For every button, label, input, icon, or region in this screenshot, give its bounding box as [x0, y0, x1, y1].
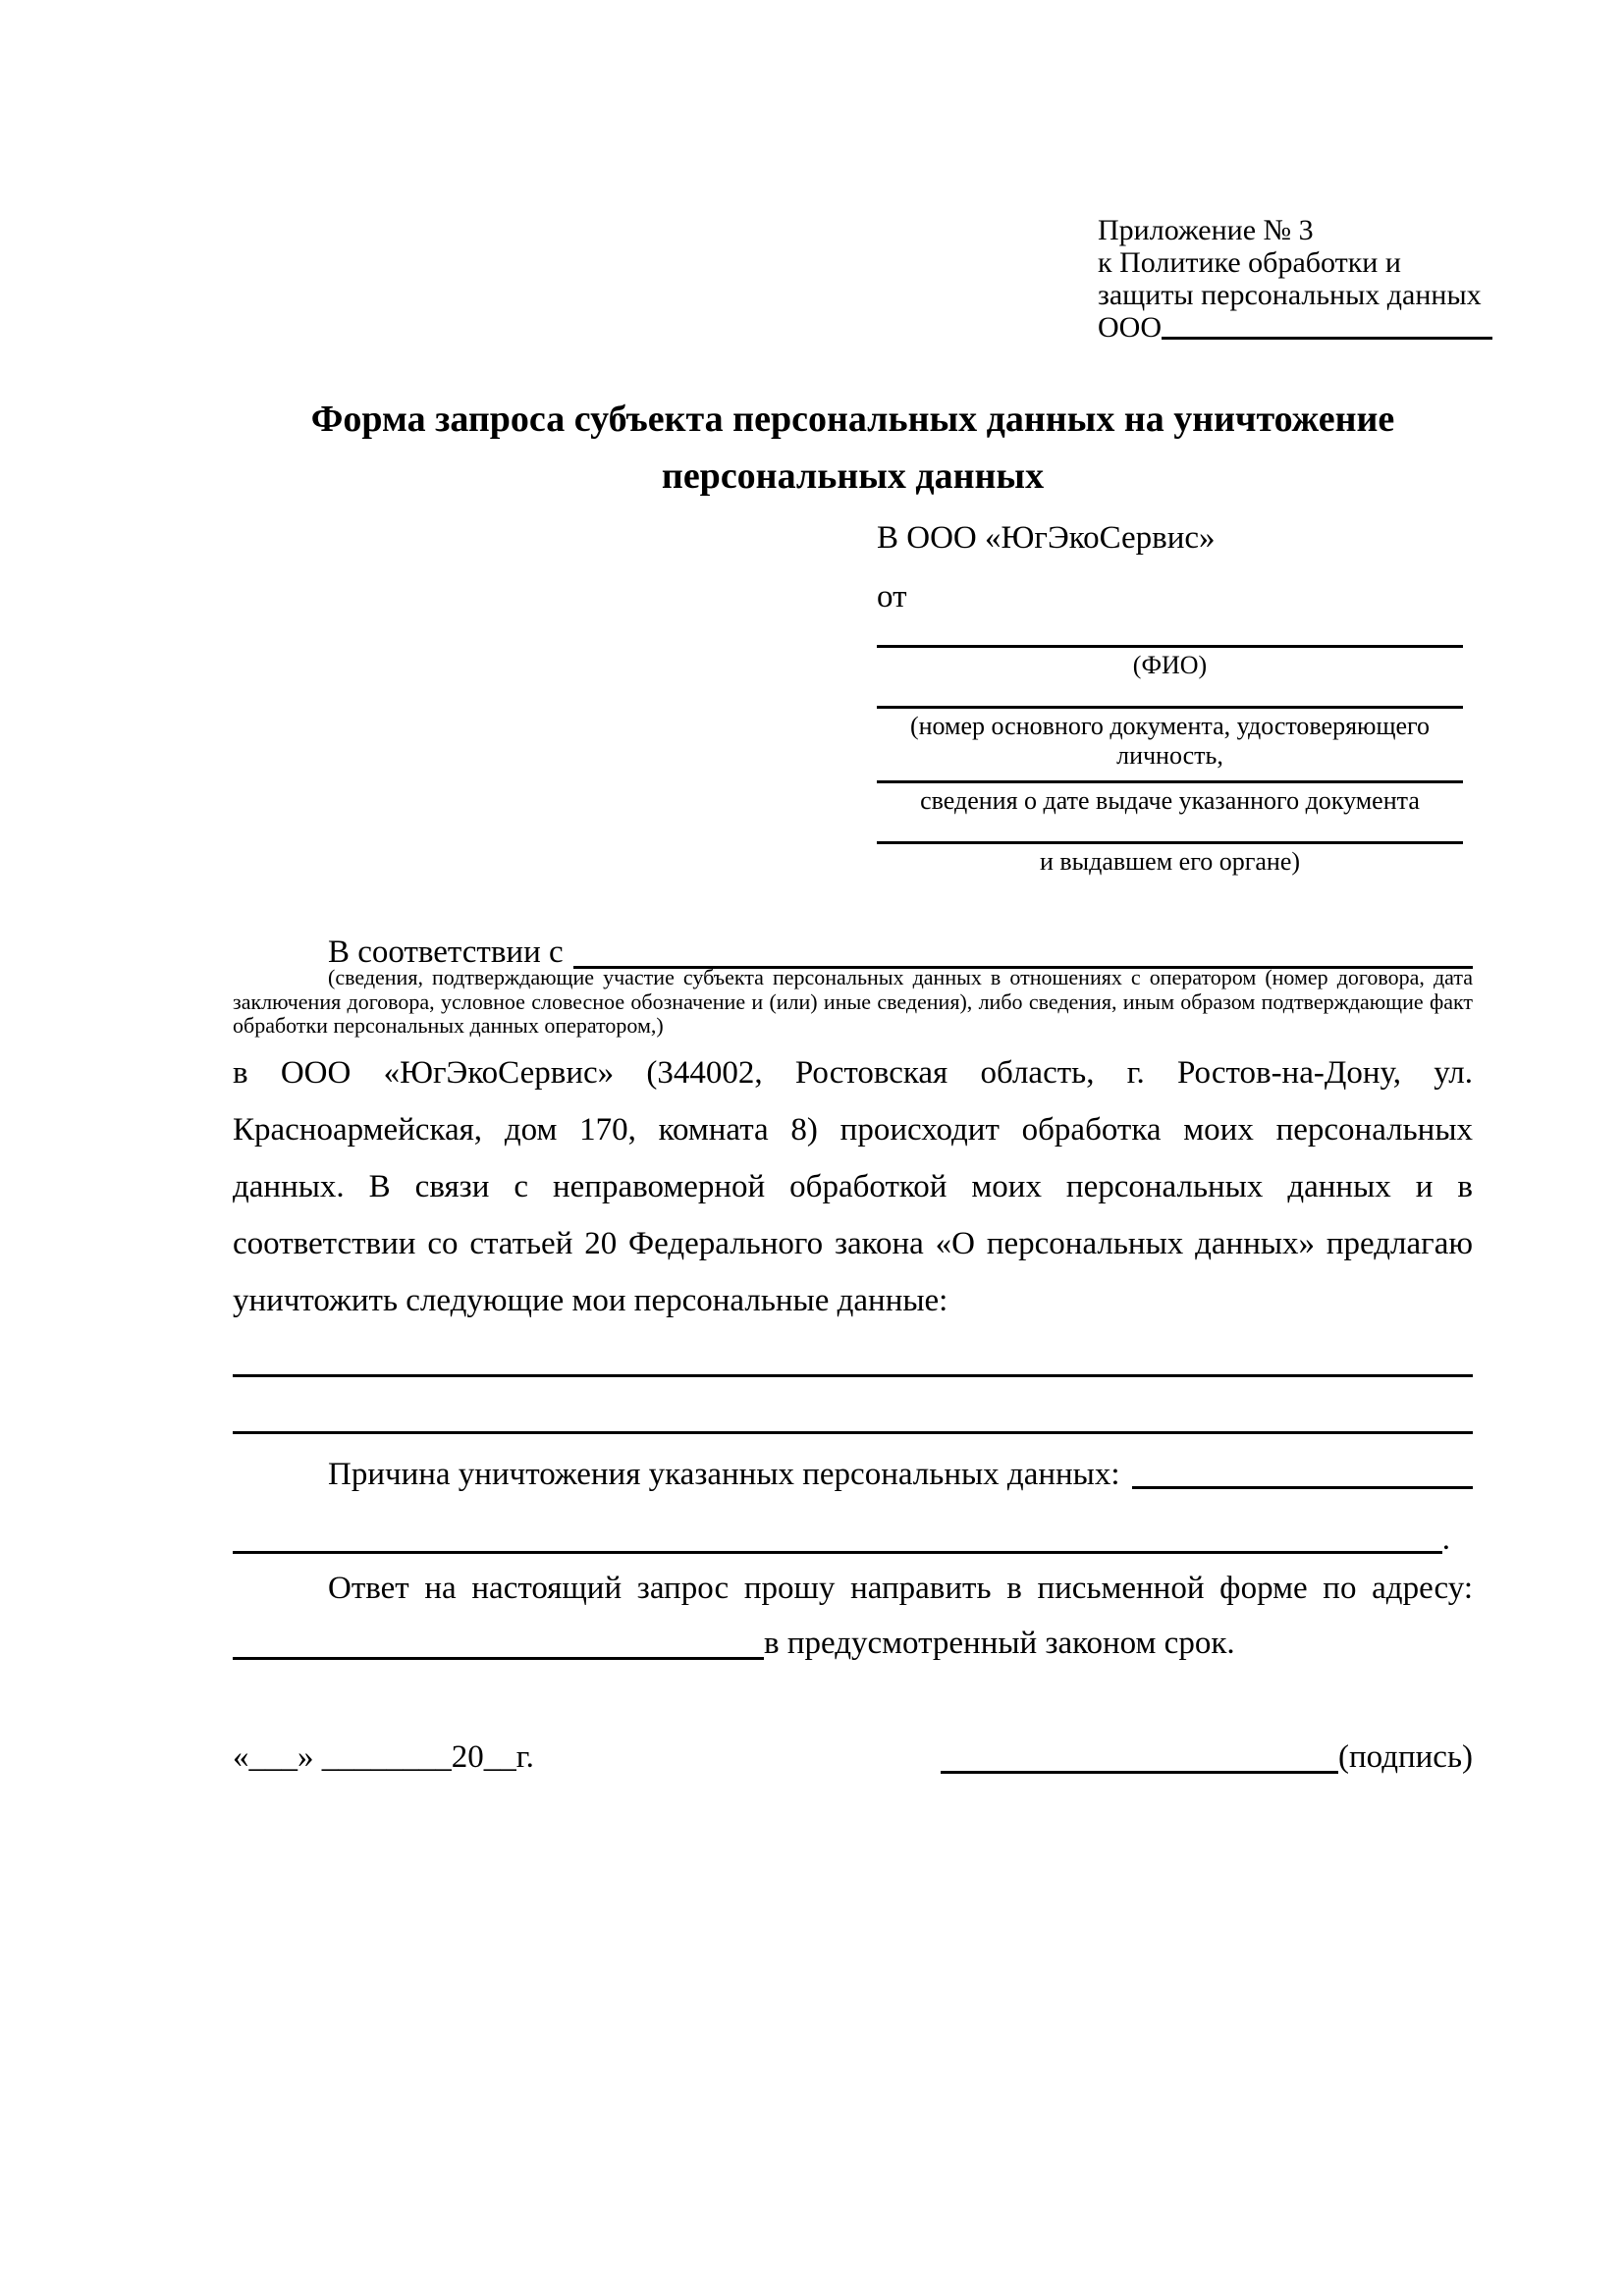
- appendix-block: [1098, 214, 1492, 344]
- accordance-note: (сведения, подтверждающие участие субъекта персональных данных в отношениях с оператором (номер договора, дата заключения договора, условное словесное обозначение и (или) иные сведения), либо сведения, иным образом подтверждающие факт обработки персональных данных оператором,): [233, 965, 1473, 1038]
- appendix-ooo-row: [1098, 311, 1492, 344]
- reason-blank-line: [1132, 1486, 1473, 1489]
- document-title: Форма запроса субъекта персональных данных на уничтожение персональных данных: [310, 399, 1395, 497]
- address-blank-line: [233, 1657, 764, 1660]
- personal-data-blank-line-1: [233, 1374, 1473, 1377]
- reason-row: [233, 1455, 1473, 1494]
- response-tail-text: в предусмотренный законом срок.: [764, 1626, 1235, 1661]
- ooo-label: ООО: [1098, 311, 1162, 344]
- reason-blank-line-2: [233, 1551, 1442, 1554]
- appendix-line-2: к Политике обработки и: [1098, 246, 1401, 279]
- body-paragraph: в ООО «ЮгЭкоСервис» (344002, Ростовская область, г. Ростов-на-Дону, ул. Красноармейская, дом 170, комната 8) происходит обработка моих персональных данных. В связи с неправомерной обработкой моих персональных данных и в соответствии со статьей 20 Федерального закона «О персональных данных» предлагаю уничтожить следующие мои персональные данные:: [233, 1055, 1473, 1318]
- issuing-authority-blank-line: [877, 841, 1463, 844]
- document-number-blank-line: [877, 706, 1463, 709]
- accordance-lead: В соответствии с: [328, 934, 564, 970]
- fio-blank-line: [877, 645, 1463, 648]
- personal-data-blank-line-2: [233, 1431, 1473, 1434]
- signature-group: [941, 1735, 1473, 1779]
- issue-date-blank-line: [877, 780, 1463, 783]
- company-name-blank-line: [1162, 337, 1492, 340]
- reason-label: Причина уничтожения указанных персональных данных:: [328, 1457, 1120, 1492]
- signature-blank-line: [941, 1771, 1338, 1774]
- response-request-line: Ответ на настоящий запрос прошу направить в письменной форме по адресу:: [328, 1571, 1473, 1606]
- issuing-authority-caption: и выдавшем его органе): [1039, 847, 1301, 876]
- signature-caption: (подпись): [1338, 1739, 1473, 1775]
- issue-date-caption: сведения о дате выдаче указанного документа: [920, 786, 1420, 815]
- fio-caption: (ФИО): [1132, 651, 1208, 679]
- reason-period: .: [1441, 1522, 1450, 1557]
- footer-row: [233, 1735, 1473, 1779]
- response-address-row: [233, 1622, 1473, 1665]
- date-line: «___» ________20__г.: [233, 1739, 534, 1775]
- document-number-caption: (номер основного документа, удостоверяющего личность,: [909, 712, 1431, 770]
- appendix-line-3: защиты персональных данных: [1098, 279, 1482, 311]
- addressee-to: В ООО «ЮгЭкоСервис»: [877, 520, 1216, 556]
- appendix-line-1: Приложение № 3: [1098, 214, 1314, 246]
- addressee-from-label: от: [877, 579, 907, 614]
- reason-continuation-row: [233, 1520, 1450, 1559]
